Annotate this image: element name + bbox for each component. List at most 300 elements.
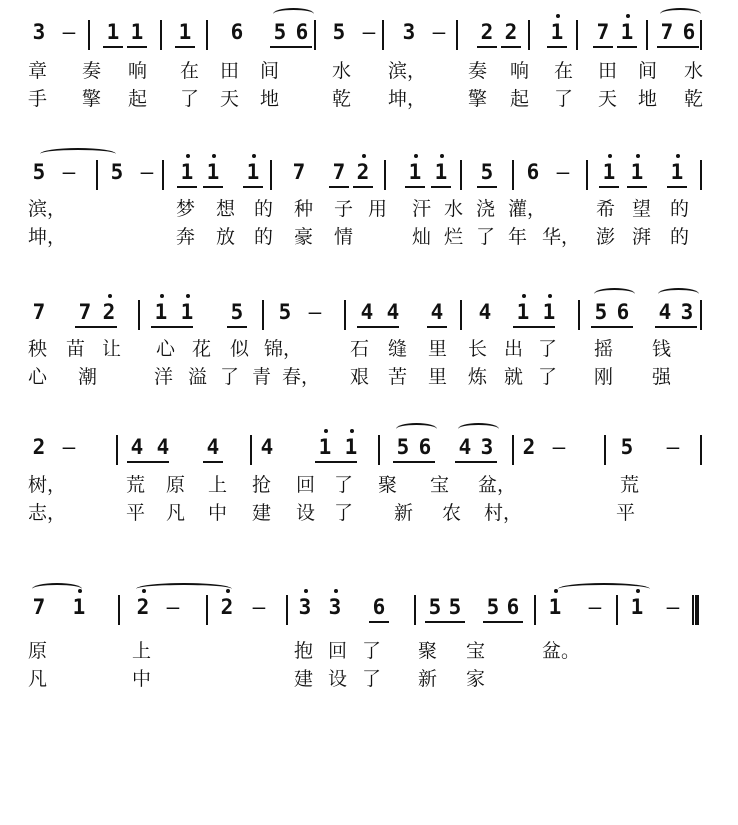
rhythm-underline (455, 461, 497, 463)
rhythm-underline (75, 326, 117, 328)
note: 4 (458, 435, 472, 459)
rhythm-underline (151, 326, 193, 328)
lyric-syllable: 华， (542, 226, 581, 248)
note: 4 (130, 435, 144, 459)
barline (616, 595, 618, 625)
barline (700, 300, 702, 330)
lyric-syllable: 洋 (154, 366, 174, 388)
note: 1 (550, 20, 564, 44)
lyric-syllable: 天 (220, 88, 240, 110)
lyric-syllable: 花 (192, 338, 212, 360)
note: 1 (344, 435, 358, 459)
slur-arc (40, 148, 116, 160)
lyric-syllable: 豪 (294, 226, 314, 248)
lyric-syllable: 荒 (126, 474, 146, 496)
note: 1 (178, 20, 192, 44)
note: 4 (430, 300, 444, 324)
lyric-syllable: 种 (294, 198, 314, 220)
rhythm-underline (431, 186, 451, 188)
lyric-syllable: 了 (538, 338, 558, 360)
note: 6 (526, 160, 540, 184)
final-barline (695, 595, 699, 625)
rhythm-underline (103, 46, 123, 48)
note: 7 (78, 300, 92, 324)
lyric-line-4-1 (0, 474, 738, 496)
note: 1 (548, 595, 562, 619)
rhythm-underline (547, 46, 567, 48)
rhythm-underline (477, 186, 497, 188)
lyric-syllable: 了 (554, 88, 574, 110)
rhythm-underline (175, 46, 195, 48)
lyric-syllable: 村， (484, 502, 523, 524)
note: 5 (480, 160, 494, 184)
lyric-syllable: 就 (504, 366, 524, 388)
note: 5 (278, 300, 292, 324)
lyric-syllable: 锦， (264, 338, 303, 360)
lyric-syllable: 凡 (28, 668, 48, 690)
barline (96, 160, 98, 190)
slur-arc (558, 583, 650, 595)
barline (262, 300, 264, 330)
note: 5 (486, 595, 500, 619)
note: 5 (32, 160, 46, 184)
lyric-syllable: 荒 (620, 474, 640, 496)
lyric-syllable: 间 (260, 60, 280, 82)
slur-arc (660, 8, 701, 20)
lyric-syllable: 强 (652, 366, 672, 388)
rhythm-underline (667, 186, 687, 188)
note: 7 (32, 595, 46, 619)
lyric-syllable: 灿 (412, 226, 432, 248)
lyric-syllable: 长 (468, 338, 488, 360)
lyric-syllable: 艰 (350, 366, 370, 388)
high-octave-dot (212, 154, 216, 158)
notation-system-4 (0, 425, 738, 465)
barline (384, 160, 386, 190)
note: 6 (682, 20, 696, 44)
notation-system-5 (0, 585, 738, 625)
note: 1 (630, 595, 644, 619)
lyric-syllable: 了 (476, 226, 496, 248)
note: 2 (504, 20, 518, 44)
lyric-syllable: 望 (632, 198, 652, 220)
barline (162, 160, 164, 190)
note: 1 (154, 300, 168, 324)
note: 4 (658, 300, 672, 324)
lyric-syllable: 响 (128, 60, 148, 82)
lyric-syllable: 让 (102, 338, 122, 360)
slur-arc (136, 583, 232, 595)
note: 5 (230, 300, 244, 324)
note: 2 (102, 300, 116, 324)
note: 3 (328, 595, 342, 619)
note: 3 (402, 20, 416, 44)
high-octave-dot (608, 154, 612, 158)
note: 1 (72, 595, 86, 619)
rhythm-underline (270, 46, 312, 48)
lyric-syllable: 起 (128, 88, 148, 110)
lyric-syllable: 平 (126, 502, 146, 524)
lyric-syllable: 中 (208, 502, 228, 524)
note: 6 (295, 20, 309, 44)
barline (646, 20, 648, 50)
lyric-syllable: 希 (596, 198, 616, 220)
lyric-syllable: 苦 (388, 366, 408, 388)
note: 4 (260, 435, 274, 459)
slur-arc (32, 583, 82, 595)
lyric-syllable: 地 (638, 88, 658, 110)
high-octave-dot (186, 294, 190, 298)
lyric-syllable: 中 (132, 668, 152, 690)
note: 4 (386, 300, 400, 324)
lyric-syllable: 炼 (468, 366, 488, 388)
lyric-syllable: 放 (216, 226, 236, 248)
hold-dash: – (666, 435, 680, 459)
lyric-syllable: 水 (332, 60, 352, 82)
lyric-line-1-2 (0, 88, 738, 110)
lyric-syllable: 盆， (478, 474, 517, 496)
lyric-syllable: 设 (296, 502, 316, 524)
lyric-syllable: 农 (442, 502, 462, 524)
lyric-line-4-2 (0, 502, 738, 524)
hold-dash: – (432, 20, 446, 44)
lyric-syllable: 田 (598, 60, 618, 82)
note: 7 (660, 20, 674, 44)
note: 7 (292, 160, 306, 184)
lyric-syllable: 回 (296, 474, 316, 496)
high-octave-dot (414, 154, 418, 158)
note: 4 (156, 435, 170, 459)
lyric-syllable: 宝 (430, 474, 450, 496)
note: 2 (32, 435, 46, 459)
lyric-syllable: 春， (282, 366, 321, 388)
barline (116, 435, 118, 465)
note: 1 (542, 300, 556, 324)
rhythm-underline (127, 46, 147, 48)
note: 1 (106, 20, 120, 44)
barline (286, 595, 288, 625)
rhythm-underline (227, 326, 247, 328)
lyric-syllable: 起 (510, 88, 530, 110)
lyric-syllable: 坤， (388, 88, 427, 110)
note: 7 (32, 300, 46, 324)
lyric-syllable: 秧 (28, 338, 48, 360)
note: 3 (32, 20, 46, 44)
barline (700, 435, 702, 465)
lyric-line-2-1 (0, 198, 738, 220)
note: 1 (670, 160, 684, 184)
barline (206, 595, 208, 625)
note: 3 (480, 435, 494, 459)
slur-arc (594, 288, 635, 300)
lyric-syllable: 新 (394, 502, 414, 524)
lyric-syllable: 间 (638, 60, 658, 82)
lyric-syllable: 坤， (28, 226, 67, 248)
lyric-syllable: 出 (504, 338, 524, 360)
rhythm-underline (477, 46, 497, 48)
rhythm-underline (617, 46, 637, 48)
lyric-syllable: 子 (334, 198, 354, 220)
lyric-syllable: 乾 (332, 88, 352, 110)
rhythm-underline (513, 326, 555, 328)
barline (250, 435, 252, 465)
rhythm-underline (591, 326, 633, 328)
note: 1 (434, 160, 448, 184)
lyric-syllable: 烂 (444, 226, 464, 248)
hold-dash: – (166, 595, 180, 619)
rhythm-underline (501, 46, 521, 48)
rhythm-underline (405, 186, 425, 188)
lyric-syllable: 了 (220, 366, 240, 388)
note: 2 (220, 595, 234, 619)
lyric-syllable: 了 (362, 640, 382, 662)
lyric-syllable: 钱 (652, 338, 672, 360)
rhythm-underline (657, 46, 699, 48)
rhythm-underline (127, 461, 169, 463)
lyric-syllable: 在 (180, 60, 200, 82)
lyric-syllable: 新 (418, 668, 438, 690)
lyric-syllable: 青 (252, 366, 272, 388)
note: 1 (630, 160, 644, 184)
lyric-syllable: 溢 (188, 366, 208, 388)
lyric-syllable: 手 (28, 88, 48, 110)
hold-dash: – (62, 20, 76, 44)
rhythm-underline (393, 461, 435, 463)
lyric-syllable: 了 (538, 366, 558, 388)
rhythm-underline (425, 621, 445, 623)
barline (456, 20, 458, 50)
high-octave-dot (636, 154, 640, 158)
high-octave-dot (252, 154, 256, 158)
note: 7 (332, 160, 346, 184)
note: 1 (602, 160, 616, 184)
note: 6 (372, 595, 386, 619)
rhythm-underline (369, 621, 389, 623)
high-octave-dot (334, 589, 338, 593)
slur-arc (273, 8, 314, 20)
note: 1 (180, 160, 194, 184)
lyric-syllable: 田 (220, 60, 240, 82)
lyric-syllable: 滨， (388, 60, 427, 82)
note: 4 (478, 300, 492, 324)
lyric-syllable: 家 (466, 668, 486, 690)
lyric-syllable: 天 (598, 88, 618, 110)
rhythm-underline (427, 326, 447, 328)
barline (586, 160, 588, 190)
barline (604, 435, 606, 465)
hold-dash: – (552, 435, 566, 459)
high-octave-dot (676, 154, 680, 158)
high-octave-dot (626, 14, 630, 18)
hold-dash: – (308, 300, 322, 324)
note: 3 (298, 595, 312, 619)
lyric-syllable: 聚 (378, 474, 398, 496)
rhythm-underline (203, 186, 223, 188)
lyric-syllable: 志， (28, 502, 67, 524)
note: 1 (318, 435, 332, 459)
rhythm-underline (329, 186, 349, 188)
lyric-syllable: 梦 (176, 198, 196, 220)
note: 5 (273, 20, 287, 44)
slur-arc (658, 288, 699, 300)
note: 5 (110, 160, 124, 184)
lyric-syllable: 似 (230, 338, 250, 360)
slur-arc (396, 423, 437, 435)
barline (534, 595, 536, 625)
lyric-syllable: 苗 (66, 338, 86, 360)
barline (414, 595, 416, 625)
rhythm-underline (445, 621, 465, 623)
lyric-syllable: 地 (260, 88, 280, 110)
lyric-line-5-2 (0, 668, 738, 690)
lyric-syllable: 章 (28, 60, 48, 82)
note: 5 (396, 435, 410, 459)
lyric-syllable: 抱 (294, 640, 314, 662)
rhythm-underline (315, 461, 357, 463)
note: 5 (594, 300, 608, 324)
lyric-syllable: 里 (428, 338, 448, 360)
rhythm-underline (353, 186, 373, 188)
note: 1 (206, 160, 220, 184)
lyric-syllable: 潮 (78, 366, 98, 388)
note: 5 (448, 595, 462, 619)
barline (576, 20, 578, 50)
note: 2 (480, 20, 494, 44)
lyric-syllable: 在 (554, 60, 574, 82)
barline (138, 300, 140, 330)
lyric-syllable: 了 (362, 668, 382, 690)
notation-system-3 (0, 290, 738, 330)
hold-dash: – (62, 435, 76, 459)
hold-dash: – (252, 595, 266, 619)
barline (700, 20, 702, 50)
notation-system-1 (0, 10, 738, 50)
lyric-line-3-2 (0, 366, 738, 388)
lyric-syllable: 树， (28, 474, 67, 496)
note: 5 (428, 595, 442, 619)
high-octave-dot (548, 294, 552, 298)
lyric-syllable: 灌， (508, 198, 547, 220)
lyric-syllable: 的 (670, 226, 690, 248)
note: 1 (130, 20, 144, 44)
lyric-syllable: 心 (156, 338, 176, 360)
rhythm-underline (357, 326, 399, 328)
barline (700, 160, 702, 190)
lyric-line-1-1 (0, 60, 738, 82)
lyric-syllable: 宝 (466, 640, 486, 662)
note: 6 (506, 595, 520, 619)
barline (160, 20, 162, 50)
hold-dash: – (140, 160, 154, 184)
note: 5 (620, 435, 634, 459)
high-octave-dot (556, 14, 560, 18)
note: 1 (516, 300, 530, 324)
hold-dash: – (62, 160, 76, 184)
lyric-syllable: 了 (334, 474, 354, 496)
hold-dash: – (362, 20, 376, 44)
lyric-syllable: 奏 (468, 60, 488, 82)
high-octave-dot (186, 154, 190, 158)
barline (460, 300, 462, 330)
lyric-syllable: 刚 (594, 366, 614, 388)
lyric-syllable: 了 (334, 502, 354, 524)
barline (270, 160, 272, 190)
rhythm-underline (655, 326, 697, 328)
lyric-syllable: 想 (216, 198, 236, 220)
lyric-syllable: 奏 (82, 60, 102, 82)
rhythm-underline (177, 186, 197, 188)
high-octave-dot (362, 154, 366, 158)
notation-system-2 (0, 150, 738, 190)
note: 5 (332, 20, 346, 44)
barline (206, 20, 208, 50)
slur-arc (458, 423, 499, 435)
barline (460, 160, 462, 190)
barline (118, 595, 120, 625)
lyric-syllable: 盆。 (542, 640, 581, 662)
high-octave-dot (522, 294, 526, 298)
lyric-line-2-2 (0, 226, 738, 248)
barline (578, 300, 580, 330)
note: 2 (136, 595, 150, 619)
lyric-syllable: 心 (28, 366, 48, 388)
barline (88, 20, 90, 50)
high-octave-dot (108, 294, 112, 298)
lyric-line-3-1 (0, 338, 738, 360)
note: 3 (680, 300, 694, 324)
lyric-line-5-1 (0, 640, 738, 662)
lyric-syllable: 擎 (468, 88, 488, 110)
note: 2 (522, 435, 536, 459)
lyric-syllable: 的 (254, 226, 274, 248)
lyric-syllable: 水 (684, 60, 704, 82)
rhythm-underline (483, 621, 503, 623)
lyric-syllable: 上 (208, 474, 228, 496)
lyric-syllable: 湃 (632, 226, 652, 248)
lyric-syllable: 原 (28, 640, 48, 662)
barline (344, 300, 346, 330)
lyric-syllable: 凡 (166, 502, 186, 524)
lyric-syllable: 浇 (476, 198, 496, 220)
hold-dash: – (666, 595, 680, 619)
note: 1 (180, 300, 194, 324)
lyric-syllable: 奔 (176, 226, 196, 248)
lyric-syllable: 回 (328, 640, 348, 662)
lyric-syllable: 里 (428, 366, 448, 388)
lyric-syllable: 滨， (28, 198, 67, 220)
lyric-syllable: 汗 (412, 198, 432, 220)
high-octave-dot (304, 589, 308, 593)
lyric-syllable: 乾 (684, 88, 704, 110)
barline (382, 20, 384, 50)
note: 7 (596, 20, 610, 44)
rhythm-underline (627, 186, 647, 188)
high-octave-dot (440, 154, 444, 158)
lyric-syllable: 建 (294, 668, 314, 690)
barline (512, 160, 514, 190)
barline (512, 435, 514, 465)
lyric-syllable: 年 (508, 226, 528, 248)
lyric-syllable: 擎 (82, 88, 102, 110)
lyric-syllable: 水 (444, 198, 464, 220)
lyric-syllable: 了 (180, 88, 200, 110)
lyric-syllable: 的 (670, 198, 690, 220)
note: 4 (360, 300, 374, 324)
rhythm-underline (203, 461, 223, 463)
lyric-syllable: 平 (616, 502, 636, 524)
note: 1 (246, 160, 260, 184)
lyric-syllable: 上 (132, 640, 152, 662)
